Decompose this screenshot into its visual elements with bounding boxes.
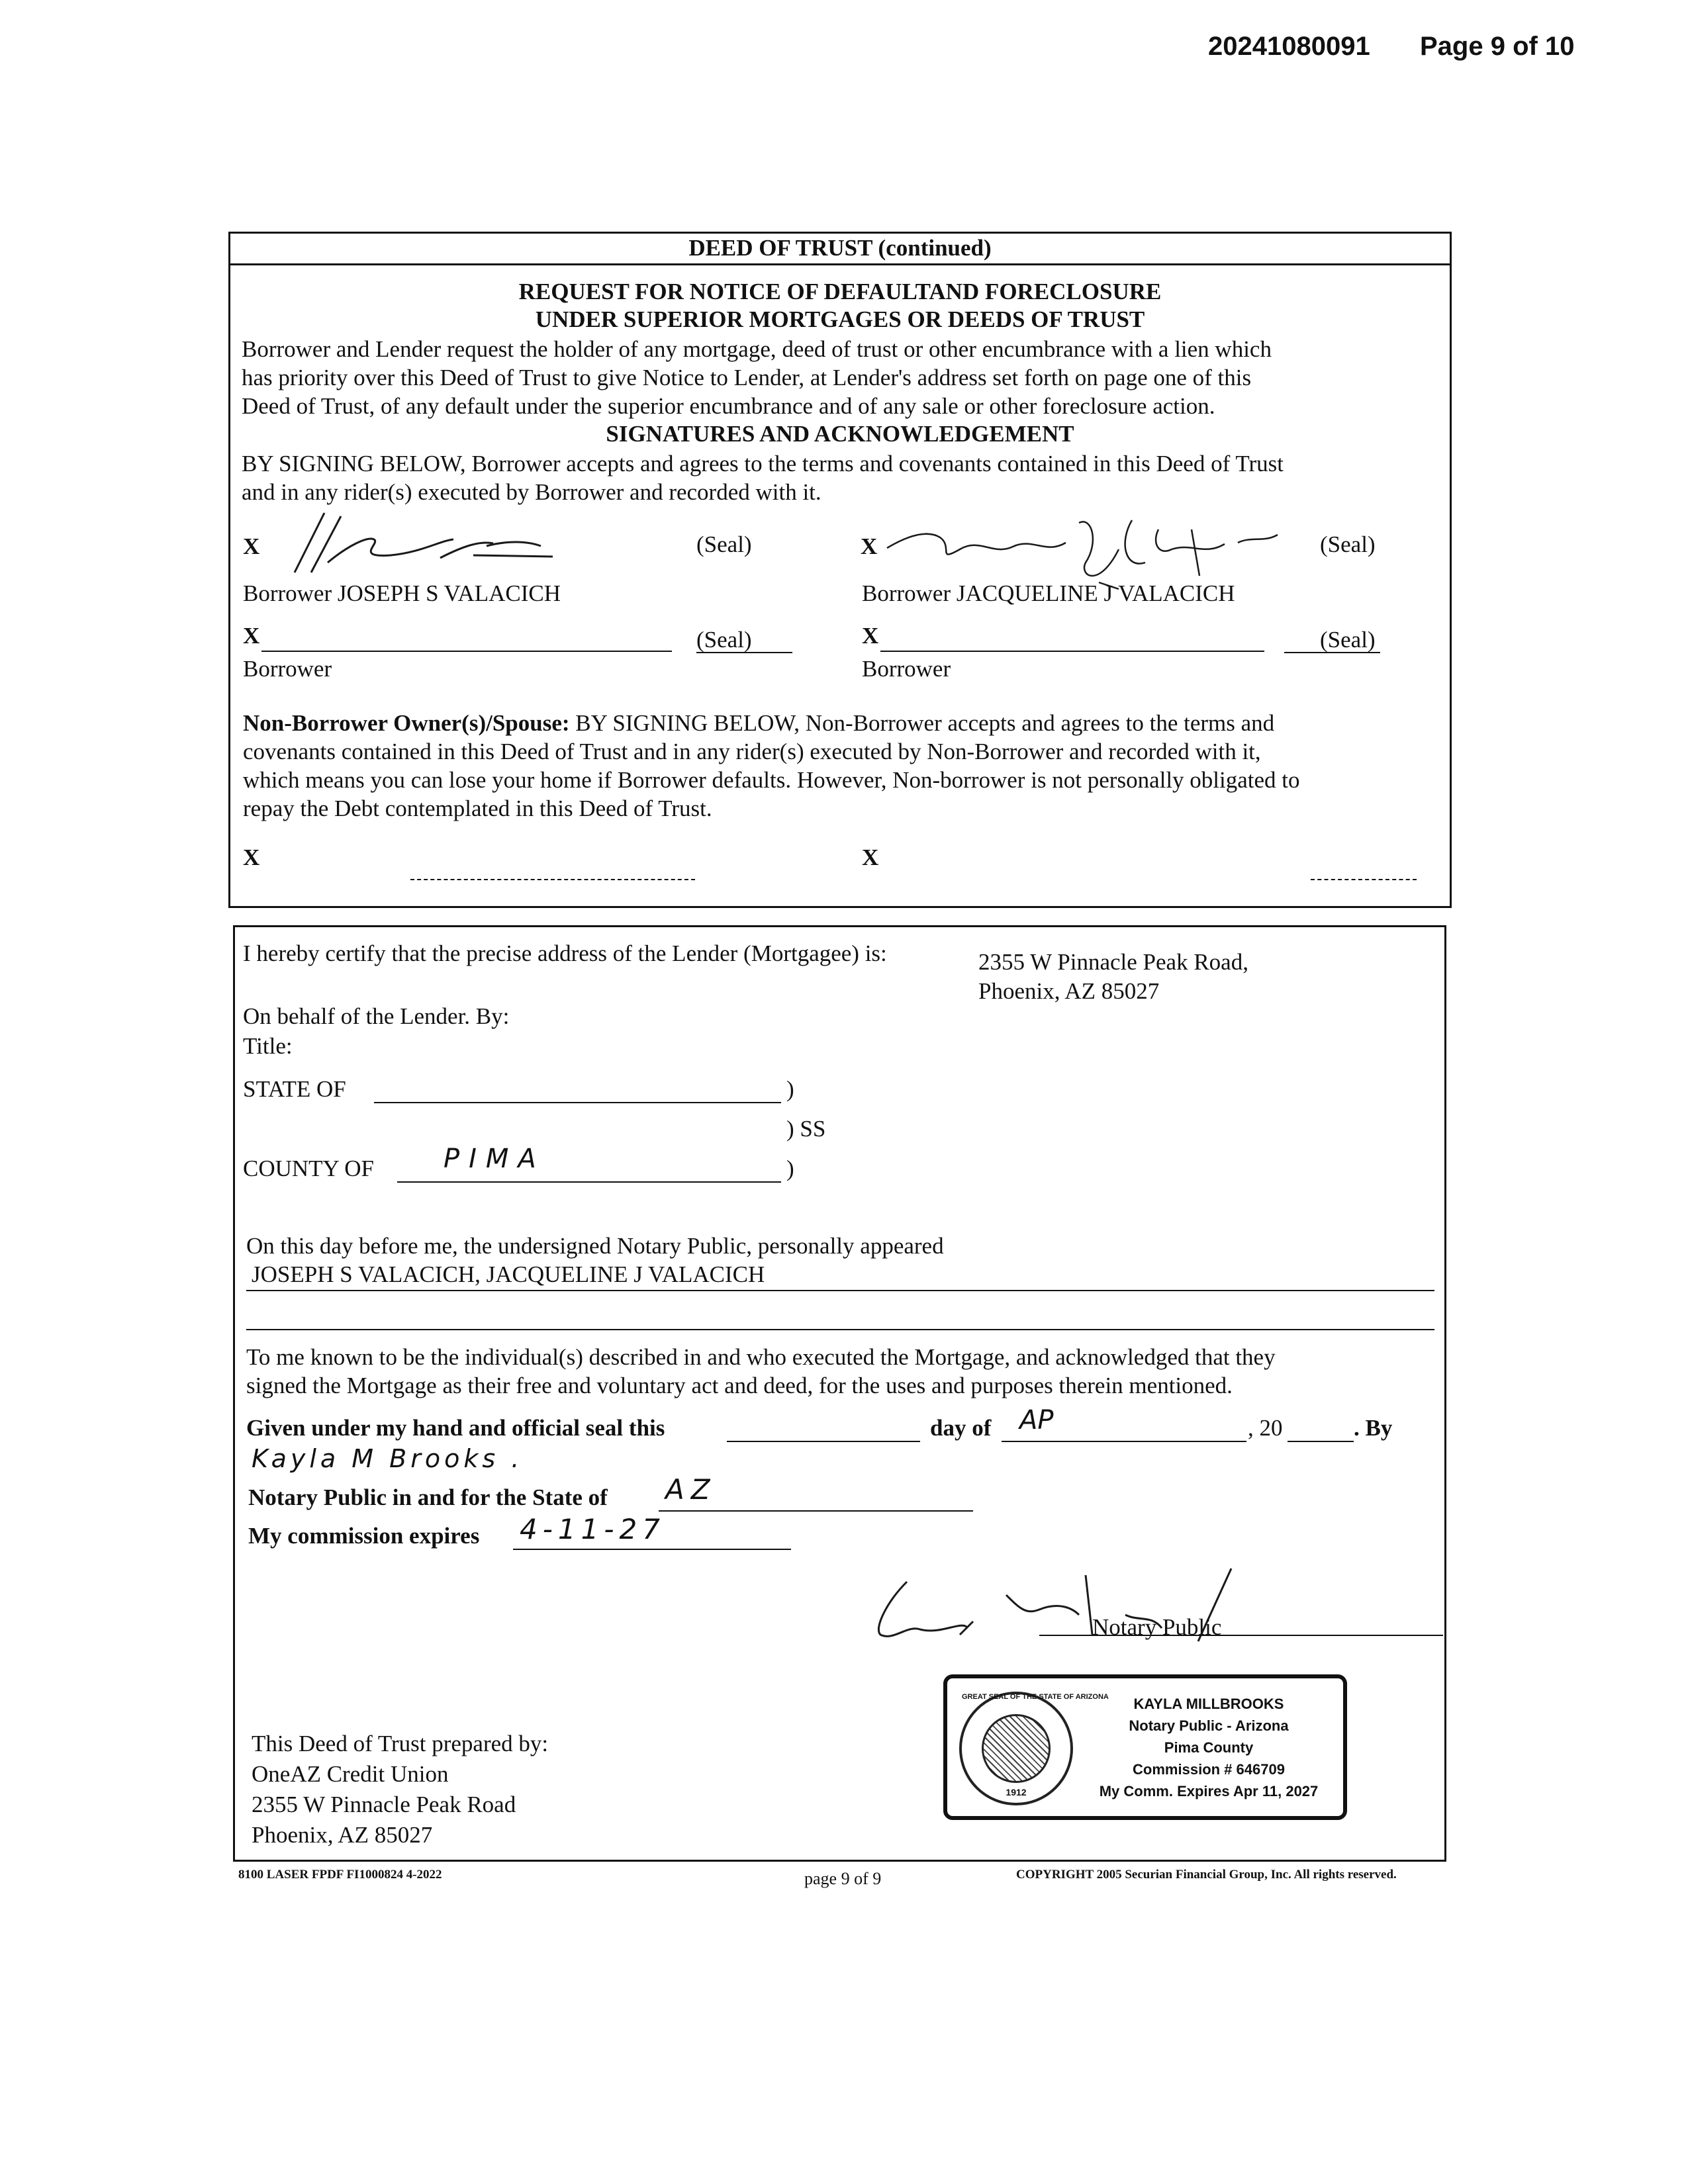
year-prefix: , 20 (1248, 1415, 1283, 1441)
stamp-expiry: My Comm. Expires Apr 11, 2027 (1099, 1783, 1319, 1799)
stamp-notary-name: KAYLA MILLBROOKS (1133, 1696, 1284, 1712)
paren: ) (786, 1076, 794, 1102)
state-line (374, 1102, 781, 1103)
prepared-line: OneAZ Credit Union (252, 1761, 449, 1787)
stamp-commission: Commission # 646709 (1133, 1761, 1285, 1778)
notary-state-text: Notary Public in and for the State of (248, 1484, 608, 1510)
request-text-line: Deed of Trust, of any default under the superior encumbrance and of any sale or other foreclosure action. (242, 393, 1215, 419)
notary-stamp (943, 1674, 1347, 1820)
appeared-line (246, 1290, 1434, 1291)
county-value: PIMA (444, 1144, 545, 1174)
lender-address-line1: 2355 W Pinnacle Peak Road, (978, 949, 1248, 975)
county-line (397, 1181, 781, 1183)
signature-line (696, 652, 792, 653)
page-indicator: Page 9 of 10 (1420, 32, 1575, 61)
signature-line (1284, 652, 1380, 653)
state-of-label: STATE OF (243, 1076, 346, 1102)
signing-text-line: and in any rider(s) executed by Borrower and recorded with it. (242, 479, 821, 505)
signatures-heading: SIGNATURES AND ACKNOWLEDGEMENT (606, 421, 1074, 447)
request-text-line: has priority over this Deed of Trust to give Notice to Lender, at Lender's address set forth on page one of this (242, 365, 1252, 390)
notary-signature (861, 1569, 1324, 1655)
request-heading: REQUEST FOR NOTICE OF DEFAULTAND FORECLOSURE (518, 279, 1162, 304)
nonborrower-text: BY SIGNING BELOW, Non-Borrower accepts and agrees to the terms and (569, 710, 1275, 736)
borrower2-name: Borrower JACQUELINE J VALACICH (862, 580, 1235, 606)
x-mark: X (243, 533, 260, 559)
notary-public-label: Notary Public (1092, 1614, 1222, 1640)
x-mark: X (862, 844, 879, 870)
appeared-names: JOSEPH S VALACICH, JACQUELINE J VALACICH (252, 1261, 765, 1287)
prepared-line: This Deed of Trust prepared by: (252, 1731, 549, 1756)
signature-line (880, 651, 1264, 652)
signing-text-line: BY SIGNING BELOW, Borrower accepts and agrees to the terms and covenants contained in this Deed of Trust (242, 451, 1284, 477)
borrower-label: Borrower (243, 656, 332, 682)
appeared-line (246, 1329, 1434, 1330)
seal-label: (Seal) (696, 531, 752, 557)
x-mark: X (243, 623, 260, 649)
title-label: Title: (243, 1033, 293, 1059)
stamp-line: Notary Public - Arizona (1129, 1717, 1289, 1734)
paren: ) (786, 1156, 794, 1181)
seal-label: (Seal) (1320, 627, 1376, 653)
given-day-line (727, 1441, 920, 1442)
footer-page: page 9 of 9 (804, 1869, 882, 1888)
prepared-line: Phoenix, AZ 85027 (252, 1822, 433, 1848)
box-title: DEED OF TRUST (continued) (688, 235, 992, 261)
day-of-label: day of (930, 1415, 992, 1441)
notary-name-handwritten: Kayla M Brooks . (252, 1444, 524, 1473)
known-text-line: To me known to be the individual(s) described in and who executed the Mortgage, and acknowledged that they (246, 1344, 1276, 1370)
seal-ring-text: GREAT SEAL OF THE STATE OF ARIZONA (962, 1693, 1109, 1701)
appeared-text: On this day before me, the undersigned Notary Public, personally appeared (246, 1233, 944, 1259)
notary-state-line (659, 1510, 973, 1512)
borrower1-signature (275, 500, 606, 579)
commission-text: My commission expires (248, 1523, 480, 1549)
copyright: COPYRIGHT 2005 Securian Financial Group, Inc. All rights reserved. (1016, 1868, 1397, 1882)
seal-emblem-icon (982, 1714, 1051, 1783)
stamp-line: Pima County (1164, 1739, 1254, 1756)
commission-line (513, 1549, 791, 1550)
lender-address-line2: Phoenix, AZ 85027 (978, 978, 1160, 1004)
known-text-line: signed the Mortgage as their free and voluntary act and deed, for the uses and purposes therein mentioned. (246, 1373, 1233, 1398)
prepared-line: 2355 W Pinnacle Peak Road (252, 1792, 516, 1817)
certify-text: I hereby certify that the precise address of the Lender (Mortgagee) is: (243, 940, 887, 966)
nonborrower-text-line: repay the Debt contemplated in this Deed of Trust. (243, 796, 712, 821)
document-number: 20241080091 (1208, 32, 1370, 61)
on-behalf-text: On behalf of the Lender. By: (243, 1003, 510, 1029)
signature-line (261, 651, 672, 652)
request-text-line: Borrower and Lender request the holder of any mortgage, deed of trust or other encumbrance with a lien which (242, 336, 1272, 362)
ss-label: ) SS (786, 1116, 826, 1142)
month-value: AP (1019, 1405, 1054, 1435)
nonborrower-text-line: covenants contained in this Deed of Trust and in any rider(s) executed by Non-Borrower and recorded with it, (243, 739, 1261, 764)
given-text: Given under my hand and official seal this (246, 1415, 665, 1441)
prepared-by (252, 1729, 548, 1850)
nonborrower-heading: Non-Borrower Owner(s)/Spouse: (243, 710, 570, 736)
nonborrower-signature-line (410, 879, 695, 880)
year-line (1288, 1441, 1354, 1442)
x-mark: X (862, 623, 879, 649)
borrower-label: Borrower (862, 656, 951, 682)
x-mark: X (861, 533, 878, 559)
stamp-text (1080, 1693, 1338, 1802)
nonborrower-text-line: which means you can lose your home if Borrower defaults. However, Non-borrower is not personally obligated to (243, 767, 1300, 793)
by-text: . By (1354, 1415, 1393, 1441)
county-of-label: COUNTY OF (243, 1156, 375, 1181)
nonborrower-signature-line (1311, 879, 1417, 880)
seal-year: 1912 (1006, 1787, 1027, 1797)
seal-label: (Seal) (696, 627, 752, 653)
form-id: 8100 LASER FPDF FI1000824 4-2022 (238, 1868, 442, 1882)
request-subheading: UNDER SUPERIOR MORTGAGES OR DEEDS OF TRUST (535, 306, 1145, 332)
state-seal (959, 1692, 1109, 1805)
title-divider (228, 263, 1452, 265)
commission-value: 4-11-27 (520, 1513, 665, 1545)
borrower1-name: Borrower JOSEPH S VALACICH (243, 580, 561, 606)
seal-label: (Seal) (1320, 531, 1376, 557)
nonborrower-text-line (243, 709, 1274, 737)
month-line (1002, 1441, 1246, 1442)
notary-state-value: AZ (665, 1473, 717, 1506)
x-mark: X (243, 844, 260, 870)
